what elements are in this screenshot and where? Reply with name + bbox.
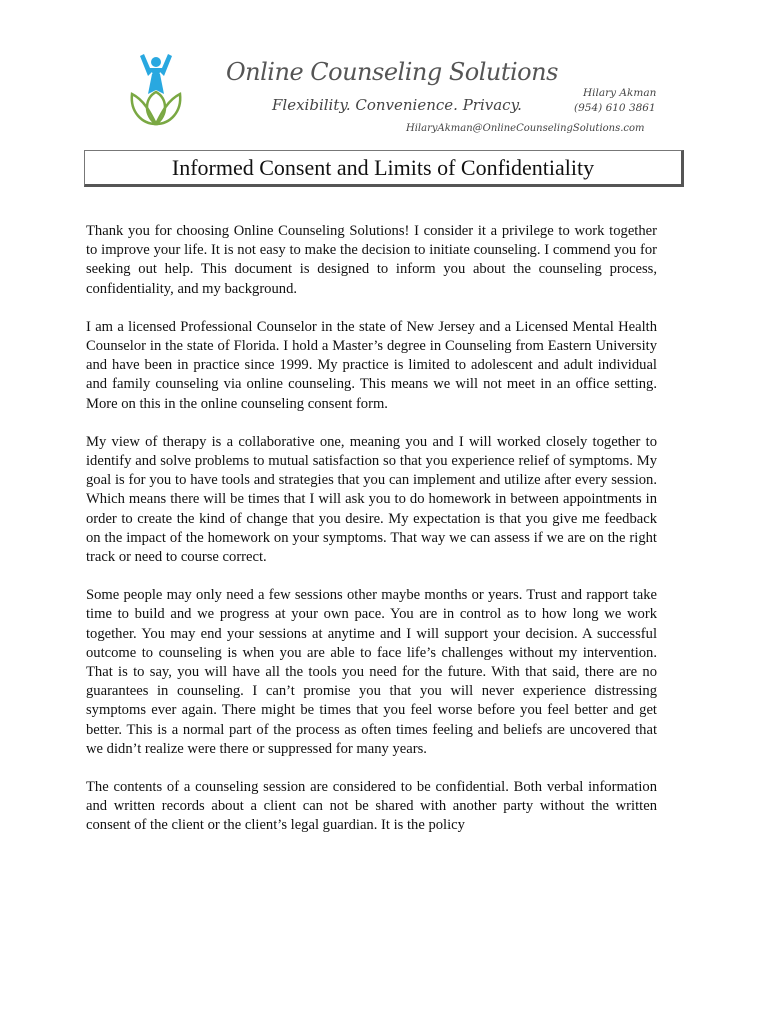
logo-icon bbox=[126, 54, 186, 126]
contact-name: Hilary Akman bbox=[583, 87, 657, 99]
document-body bbox=[86, 222, 657, 855]
paragraph: My view of therapy is a collaborative one, meaning you and I will worked closely together to identify and solve problems to mutual satisfaction so that you experience relief of symptoms. My goal is for you to have tools and strategies that you can implement and utilize after every session. Which means there will be times that I will ask you to do homework in between appointments in order to create the kind of change that you desire. My expectation is that you give me feedback on the impact of the homework on your symptoms. That way we can assess if we are on the right track or need to course correct. bbox=[86, 433, 657, 566]
contact-email: HilaryAkman@OnlineCounselingSolutions.com bbox=[406, 123, 645, 134]
paragraph: Thank you for choosing Online Counseling Solutions! I consider it a privilege to work together to improve your life. It is not easy to make the decision to initiate counseling. I commend you for seeking out help. This document is designed to inform you about the counseling process, confidentiality, and my background. bbox=[86, 223, 657, 297]
tagline: Flexibility. Convenience. Privacy. bbox=[272, 96, 522, 114]
document-title: Informed Consent and Limits of Confidentiality bbox=[171, 155, 595, 180]
paragraph: I am a licensed Professional Counselor in the state of New Jersey and a Licensed Mental Health Counselor in the state of Florida. I hold a Master’s degree in Counseling from Eastern University and have been in practice since 1999. My practice is limited to adolescent and adult individual and family counseling via online counseling. This means we will not meet in an office setting. More on this in the online counseling consent form. bbox=[86, 318, 657, 412]
paragraph: Some people may only need a few sessions other maybe months or years. Trust and rapport take time to build and we progress at your own pace. You are in control as to how long we work together. You may end your sessions at anytime and I will support your decision. A successful outcome to counseling is when you are able to face life’s challenges without my intervention. That is to say, you will have all the tools you need for the future. With that said, there are no guarantees in counseling. I can’t promise you that you will never experience distressing symptoms ever again. There might be times that you feel worse before you feel better and get better. This is a normal part of the process as often times feeling and beliefs are uncovered that we didn’t realize were there or suppressed for many years. bbox=[86, 587, 657, 757]
paragraph: The contents of a counseling session are considered to be confidential. Both verbal information and written records about a client can not be shared with another party without the written consent of the client or the client’s legal guardian. It is the policy bbox=[86, 779, 657, 834]
contact-phone: (954) 610 3861 bbox=[574, 102, 656, 114]
brand-name: Online Counseling Solutions bbox=[226, 58, 558, 86]
title-box bbox=[84, 150, 684, 187]
